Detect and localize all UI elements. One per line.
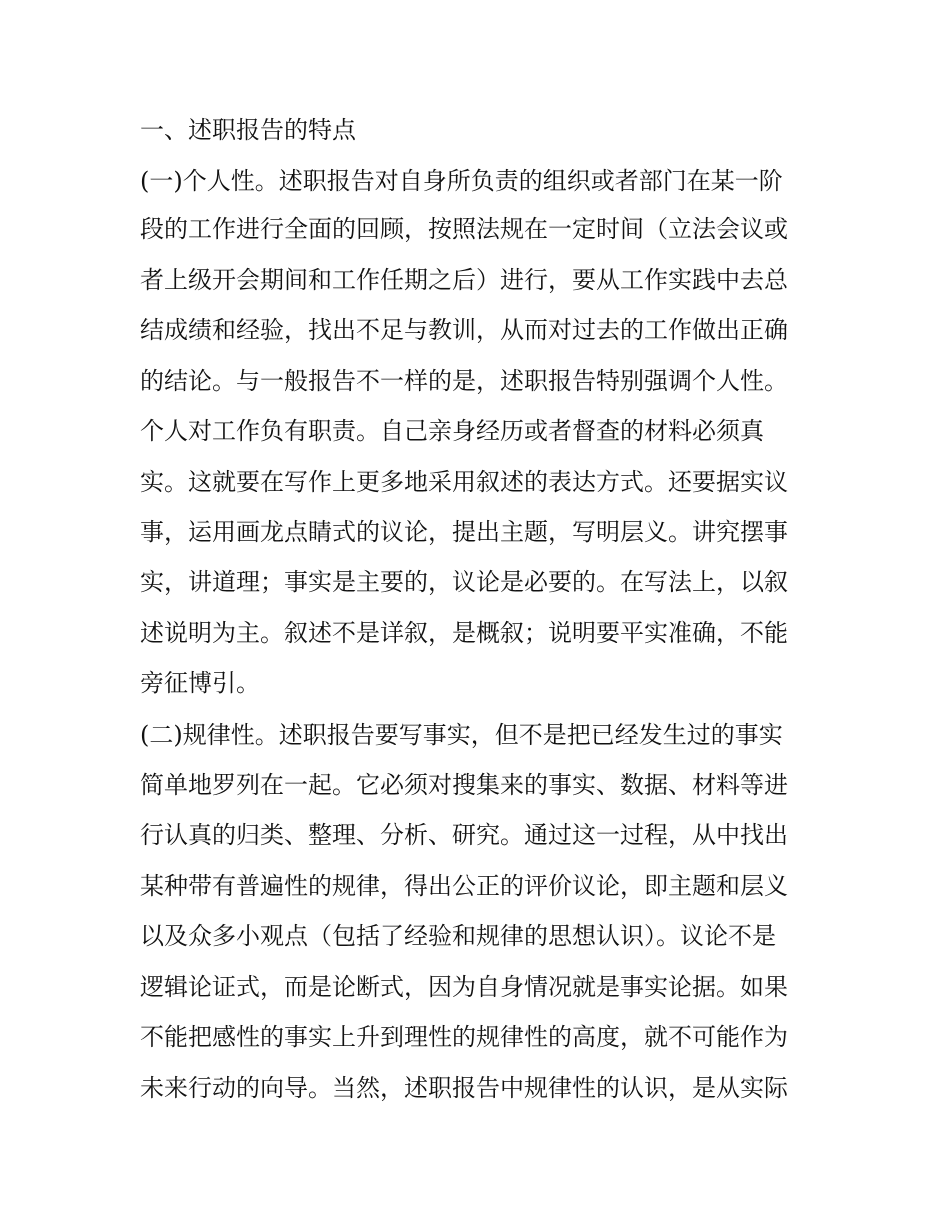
paragraph-line: 逻辑论证式，而是论断式，因为自身情况就是事实论据。如果 xyxy=(140,973,788,1001)
paragraph-line: 个人对工作负有职责。自己亲身经历或者督查的材料必须真 xyxy=(140,417,764,445)
paragraph-line: 旁征博引。 xyxy=(140,669,260,697)
paragraph-line: 者上级开会期间和工作任期之后）进行，要从工作实践中去总 xyxy=(140,266,788,294)
paragraph-line: 事，运用画龙点睛式的议论，提出主题，写明层义。讲究摆事 xyxy=(140,518,788,546)
paragraph-line: 以及众多小观点（包括了经验和规律的思想认识）。议论不是 xyxy=(140,922,776,950)
paragraph-line: (一)个人性。述职报告对自身所负责的组织或者部门在某一阶 xyxy=(140,167,783,195)
paragraph-line: 某种带有普遍性的规律，得出公正的评价议论，即主题和层义 xyxy=(140,872,788,900)
paragraph-line: 实，讲道理；事实是主要的，议论是必要的。在写法上，以叙 xyxy=(140,568,788,596)
paragraph-line: 的结论。与一般报告不一样的是，述职报告特别强调个人性。 xyxy=(140,367,788,395)
paragraph-line: 段的工作进行全面的回顾，按照法规在一定时间（立法会议或 xyxy=(140,215,788,243)
paragraph-line: 不能把感性的事实上升到理性的规律性的高度，就不可能作为 xyxy=(140,1023,788,1051)
section-heading: 一、述职报告的特点 xyxy=(140,116,356,144)
paragraph-line: 结成绩和经验，找出不足与教训，从而对过去的工作做出正确 xyxy=(140,316,788,344)
paragraph-line: 述说明为主。叙述不是详叙，是概叙；说明要平实准确，不能 xyxy=(140,619,788,647)
paragraph-line: 实。这就要在写作上更多地采用叙述的表达方式。还要据实议 xyxy=(140,468,788,496)
paragraph-line: 行认真的归类、整理、分析、研究。通过这一过程，从中找出 xyxy=(140,821,788,849)
paragraph-line: 未来行动的向导。当然，述职报告中规律性的认识，是从实际 xyxy=(140,1074,788,1102)
paragraph-line: (二)规律性。述职报告要写事实，但不是把已经发生过的事实 xyxy=(140,721,783,749)
paragraph-line: 简单地罗列在一起。它必须对搜集来的事实、数据、材料等进 xyxy=(140,771,788,799)
